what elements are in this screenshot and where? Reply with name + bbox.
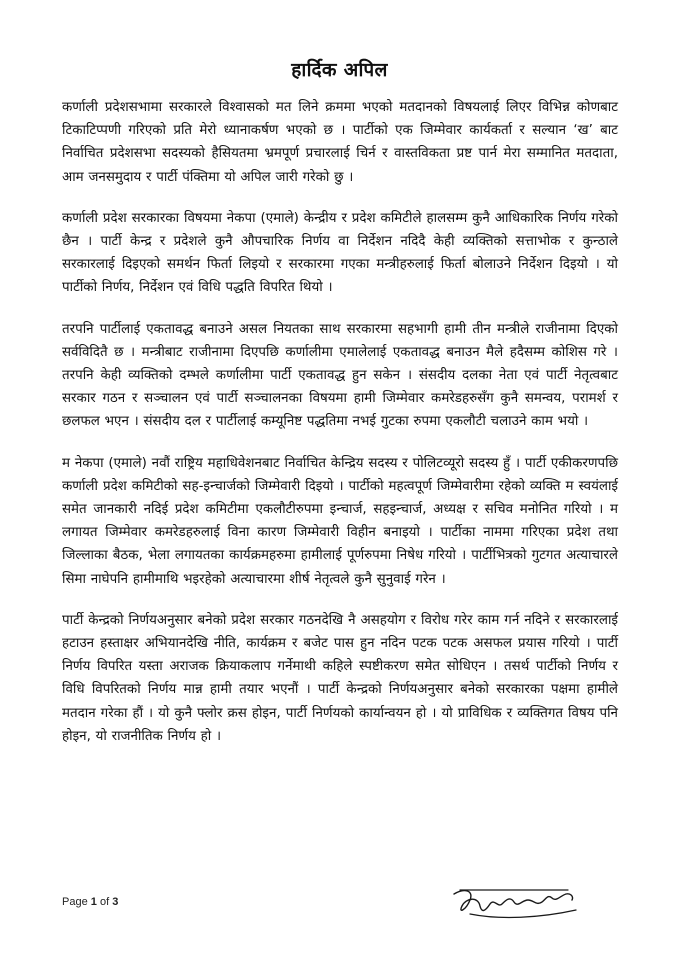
paragraph-4: म नेकपा (एमाले) नवौं राष्ट्रिय महाधिवेशनबाट निर्वाचित केन्द्रिय सदस्य र पोलिटव्यूरो सदस्य हुँ । पार्टी एकीकरणपछि कर्णाली प्रदेश कमिटीको सह-इन्चार्जको जिम्मेवारी दिइयो । पार्टीको महत्वपूर्ण जिम्मेवारीमा रहेको व्यक्ति म स्वयंलाई समेत जानकारी नदिई प्रदेश कमिटीमा एकलौटीरुपमा इन्चार्ज, सहइन्चार्ज, अध्यक्ष र सचिव मनोनित गरियो । म लगायत जिम्मेवार कमरेडहरुलाई विना कारण जिम्मेवारी विहीन बनाइयो । पार्टीका नाममा गरिएका प्रदेश तथा जिल्लाका बैठक, भेला लगायतका कार्यक्रमहरुमा हामीलाई पूर्णरुपमा निषेध गरियो । पार्टीभित्रको गुटगत अत्याचारले सिमा नाघेपनि हामीमाथि भइरहेको अत्याचारमा शीर्ष नेतृत्वले कुनै सुनुवाई गरेन । <box>62 455 618 587</box>
paragraph-3: तरपनि पार्टीलाई एकतावद्ध बनाउने असल नियतका साथ सरकारमा सहभागी हामी तीन मन्त्रीले राजीनामा दिएको सर्वविदितै छ । मन्त्रीबाट राजीनामा दिएपछि कर्णालीमा एमालेलाई एकतावद्ध बनाउन मैले हदैसम्म कोशिस गरे । तरपनि केही व्यक्तिको दम्भले कर्णालीमा पार्टी एकतावद्ध हुन सकेन । संसदीय दलका नेता एवं पार्टी नेतृत्वबाट सरकार गठन र सञ्चालन एवं पार्टी सञ्चालनका विषयमा हामी जिम्मेवार कमरेडहरुसँग कुनै समन्वय, परामर्श र छलफल भएन । संसदीय दल र पार्टीलाई कम्यूनिष्ट पद्धतिमा नभई गुटका रुपमा एकलौटी चलाउने काम भयो । <box>62 321 618 430</box>
page-of: of <box>99 896 110 908</box>
page-total: 3 <box>112 896 119 908</box>
document-title: हार्दिक अपिल <box>291 59 388 81</box>
page-label: Page <box>62 896 88 908</box>
paragraph-5: पार्टी केन्द्रको निर्णयअनुसार बनेको प्रदेश सरकार गठनदेखि नै असहयोग र विरोध गरेर काम गर्न नदिने र सरकारलाई हटाउन हस्ताक्षर अभियानदेखि नीति, कार्यक्रम र बजेट पास हुन नदिन पटक पटक असफल प्रयास गरियो । पार्टी निर्णय विपरित यस्ता अराजक क्रियाकलाप गर्नेमाथी कहिले स्पष्टीकरण समेत सोधिएन । तसर्थ पार्टीको निर्णय र विधि विपरितको निर्णय मान्न हामी तयार भएनौं । पार्टी केन्द्रको निर्णयअनुसार बनेको सरकारका पक्षमा हामीले मतदान गरेका हौं । यो कुनै फ्लोर क्रस होइन, पार्टी निर्णयको कार्यान्वयन हो । यो प्राविधिक र व्यक्तिगत विषय पनि होइन, यो राजनीतिक निर्णय हो । <box>62 612 618 744</box>
page-current: 1 <box>90 896 97 908</box>
document-body <box>62 96 618 766</box>
page-number <box>62 896 118 908</box>
paragraph-2: कर्णाली प्रदेश सरकारका विषयमा नेकपा (एमाले) केन्द्रीय र प्रदेश कमिटीले हालसम्म कुनै आधिकारिक निर्णय गरेको छैन । पार्टी केन्द्र र प्रदेशले कुनै औपचारिक निर्णय वा निर्देशन नदिदै केही व्यक्तिको सत्ताभोक र कुन्ठाले सरकारलाई दिइएको समर्थन फिर्ता लिइयो र सरकारमा गएका मन्त्रीहरुलाई फिर्ता बोलाउने निर्देशन दिइयो । यो पार्टीको निर्णय, निर्देशन एवं विधि पद्धति विपरित थियो । <box>62 210 618 296</box>
paragraph-1: कर्णाली प्रदेशसभामा सरकारले विश्वासको मत लिने क्रममा भएको मतदानको विषयलाई लिएर विभिन्न कोणबाट टिकाटिप्पणी गरिएको प्रति मेरो ध्यानाकर्षण भएको छ । पार्टीको एक जिम्मेवार कार्यकर्ता र सल्यान ‘ख’ बाट निर्वाचित प्रदेशसभा सदस्यको हैसियतमा भ्रमपूर्ण प्रचारलाई चिर्न र वास्तविकता प्रष्ट पार्न मेरा सम्मानित मतदाता, आम जनसमुदाय र पार्टी पंक्तिमा यो अपिल जारी गरेको छु । <box>62 100 618 185</box>
signature-icon <box>440 880 590 930</box>
